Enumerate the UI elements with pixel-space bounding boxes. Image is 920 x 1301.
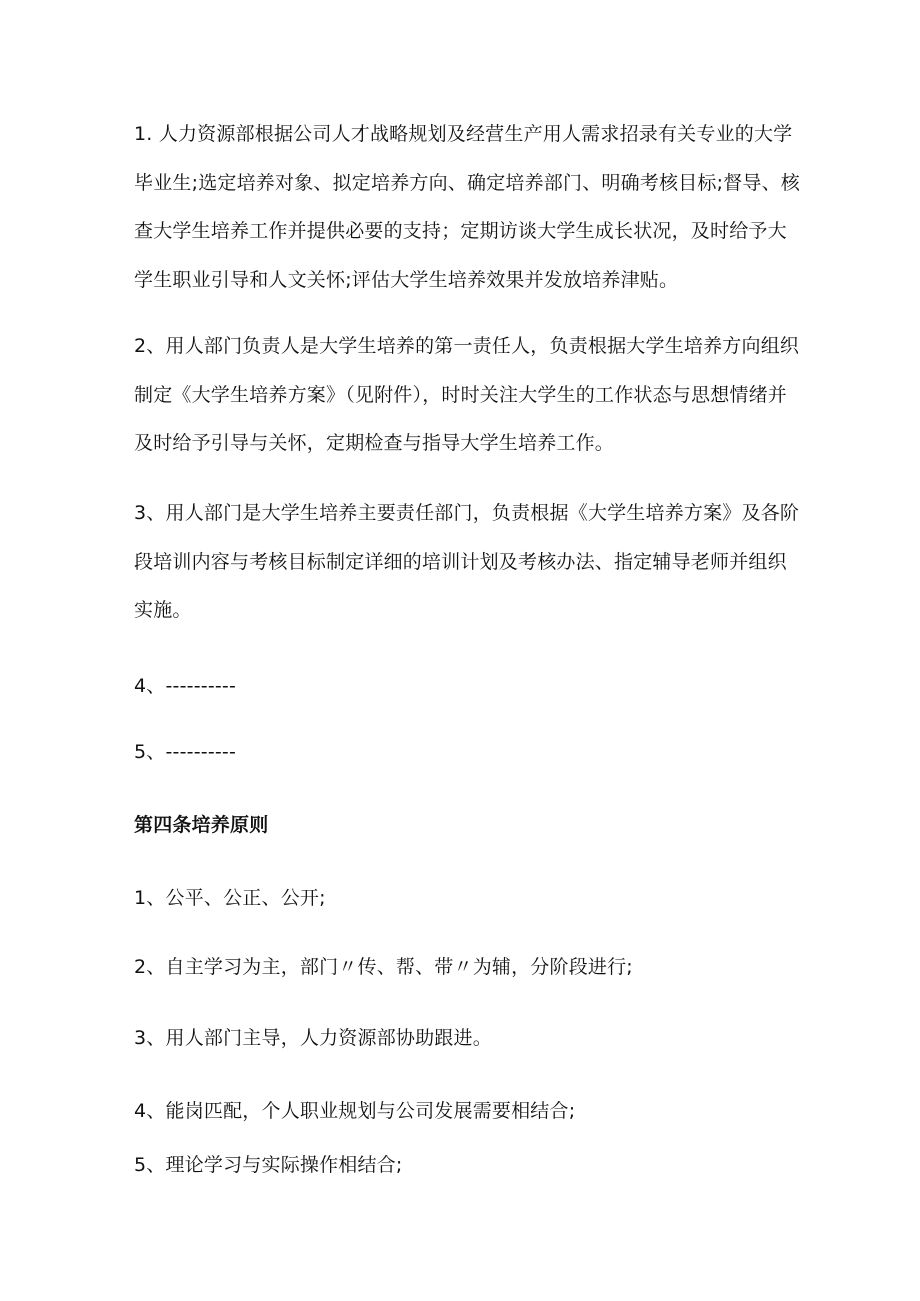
responsibility-paragraph-4: 4、----------: [134, 675, 237, 697]
principle-item-4: 4、能岗匹配，个人职业规划与公司发展需要相结合;: [134, 1100, 576, 1122]
principle-item-1: 1、公平、公正、公开;: [134, 887, 326, 909]
principle-item-3: 3、用人部门主导，人力资源部协助跟进。: [134, 1027, 492, 1049]
article-4-heading: 第四条培养原则: [134, 814, 269, 836]
responsibility-paragraph-5: 5、----------: [134, 741, 237, 763]
responsibility-paragraph-2: 2、用人部门负责人是大学生培养的第一责任人，负责根据大学生培养方向组织制定《大学生培养方案》（见附件），时时关注大学生的工作状态与思想情绪并及时给予引导与关怀，定期检查与指导大学生培养工作。: [134, 335, 800, 454]
principle-item-5: 5、理论学习与实际操作相结合;: [134, 1154, 403, 1176]
responsibility-paragraph-3: 3、用人部门是大学生培养主要责任部门，负责根据《大学生培养方案》及各阶段培训内容与考核目标制定详细的培训计划及考核办法、指定辅导老师并组织实施。: [134, 502, 800, 621]
responsibility-paragraph-1: 1. 人力资源部根据公司人才战略规划及经营生产用人需求招录有关专业的大学毕业生;选定培养对象、拟定培养方向、确定培养部门、明确考核目标;督导、核查大学生培养工作并提供必要的支持；定期访谈大学生成长状况，及时给予大学生职业引导和人文关怀;评估大学生培养效果并发放培养津贴。: [134, 123, 801, 291]
principle-item-2: 2、自主学习为主，部门〃传、帮、带〃为辅，分阶段进行;: [134, 956, 633, 978]
